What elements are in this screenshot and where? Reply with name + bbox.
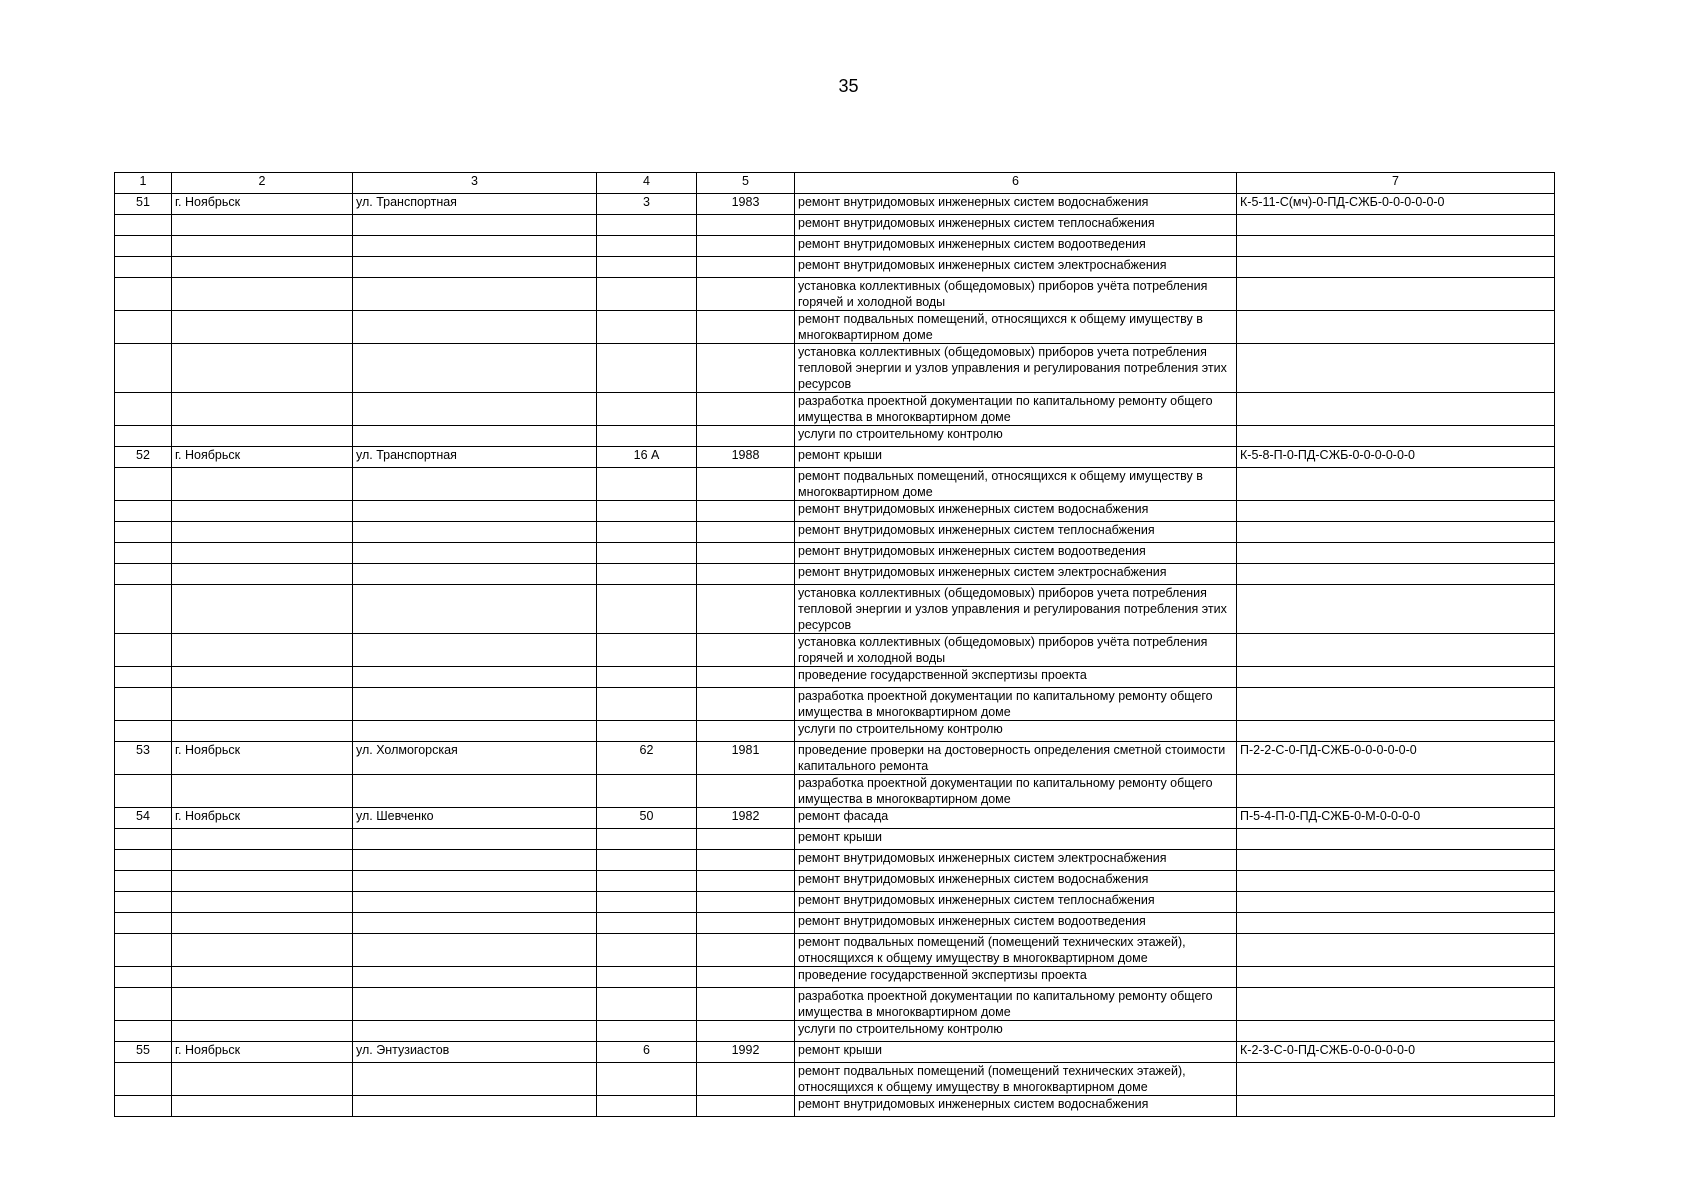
table-row: [115, 850, 1555, 871]
street-cell: [353, 967, 597, 988]
house-number-cell: [597, 634, 697, 667]
city-cell: г. Ноябрьск: [172, 742, 353, 775]
street-cell: ул. Транспортная: [353, 447, 597, 468]
house-number-cell: [597, 585, 697, 634]
row-number: [115, 967, 172, 988]
row-number: [115, 564, 172, 585]
row-number: [115, 257, 172, 278]
table-row: [115, 775, 1555, 808]
work-type-cell: ремонт внутридомовых инженерных систем водоснабжения: [795, 501, 1237, 522]
city-cell: [172, 426, 353, 447]
city-cell: [172, 344, 353, 393]
col-header-1: 1: [115, 173, 172, 194]
work-type-cell: ремонт подвальных помещений, относящихся к общему имуществу в многоквартирном доме: [795, 468, 1237, 501]
work-type-cell: ремонт внутридомовых инженерных систем электроснабжения: [795, 564, 1237, 585]
build-year-cell: [697, 543, 795, 564]
work-type-cell: услуги по строительному контролю: [795, 721, 1237, 742]
city-cell: [172, 1096, 353, 1117]
col-header-6: 6: [795, 173, 1237, 194]
build-year-cell: [697, 564, 795, 585]
building-code-cell: [1237, 1096, 1555, 1117]
city-cell: [172, 278, 353, 311]
street-cell: [353, 393, 597, 426]
table-row: [115, 871, 1555, 892]
city-cell: [172, 468, 353, 501]
house-number-cell: [597, 393, 697, 426]
build-year-cell: [697, 468, 795, 501]
work-type-cell: ремонт внутридомовых инженерных систем теплоснабжения: [795, 522, 1237, 543]
street-cell: [353, 688, 597, 721]
street-cell: [353, 426, 597, 447]
row-number: 54: [115, 808, 172, 829]
street-cell: [353, 1096, 597, 1117]
table-row: [115, 236, 1555, 257]
house-number-cell: [597, 913, 697, 934]
col-header-3: 3: [353, 173, 597, 194]
table-row: [115, 808, 1555, 829]
city-cell: [172, 967, 353, 988]
build-year-cell: 1983: [697, 194, 795, 215]
work-type-cell: ремонт подвальных помещений, относящихся к общему имуществу в многоквартирном доме: [795, 311, 1237, 344]
row-number: [115, 892, 172, 913]
building-code-cell: К-5-11-С(мч)-0-ПД-СЖБ-0-0-0-0-0-0: [1237, 194, 1555, 215]
work-type-cell: ремонт крыши: [795, 447, 1237, 468]
row-number: [115, 344, 172, 393]
row-number: [115, 721, 172, 742]
build-year-cell: [697, 688, 795, 721]
col-header-5: 5: [697, 173, 795, 194]
building-code-cell: [1237, 1063, 1555, 1096]
street-cell: [353, 913, 597, 934]
row-number: 53: [115, 742, 172, 775]
street-cell: [353, 236, 597, 257]
street-cell: [353, 501, 597, 522]
city-cell: [172, 522, 353, 543]
building-code-cell: П-5-4-П-0-ПД-СЖБ-0-М-0-0-0-0: [1237, 808, 1555, 829]
house-number-cell: [597, 850, 697, 871]
street-cell: [353, 1063, 597, 1096]
build-year-cell: 1981: [697, 742, 795, 775]
work-type-cell: услуги по строительному контролю: [795, 426, 1237, 447]
build-year-cell: [697, 278, 795, 311]
col-header-4: 4: [597, 173, 697, 194]
row-number: [115, 934, 172, 967]
street-cell: [353, 667, 597, 688]
table-row: [115, 393, 1555, 426]
building-code-cell: [1237, 967, 1555, 988]
table-row: [115, 447, 1555, 468]
street-cell: [353, 344, 597, 393]
building-code-cell: [1237, 850, 1555, 871]
house-number-cell: 3: [597, 194, 697, 215]
table-row: [115, 543, 1555, 564]
city-cell: [172, 501, 353, 522]
work-type-cell: ремонт подвальных помещений (помещений технических этажей), относящихся к общему имуществу в многоквартирном доме: [795, 1063, 1237, 1096]
row-number: [115, 278, 172, 311]
build-year-cell: [697, 1096, 795, 1117]
build-year-cell: 1992: [697, 1042, 795, 1063]
table-row: [115, 892, 1555, 913]
work-type-cell: ремонт внутридомовых инженерных систем теплоснабжения: [795, 892, 1237, 913]
city-cell: [172, 667, 353, 688]
street-cell: [353, 215, 597, 236]
row-number: 51: [115, 194, 172, 215]
work-type-cell: разработка проектной документации по капитальному ремонту общего имущества в многоквартирном доме: [795, 988, 1237, 1021]
building-code-cell: [1237, 871, 1555, 892]
building-code-cell: [1237, 634, 1555, 667]
build-year-cell: [697, 829, 795, 850]
building-code-cell: [1237, 501, 1555, 522]
house-number-cell: [597, 775, 697, 808]
header-row: [115, 173, 1555, 194]
row-number: [115, 667, 172, 688]
build-year-cell: [697, 721, 795, 742]
house-number-cell: [597, 236, 697, 257]
table-row: [115, 1021, 1555, 1042]
house-number-cell: [597, 988, 697, 1021]
street-cell: [353, 850, 597, 871]
city-cell: [172, 564, 353, 585]
work-type-cell: ремонт крыши: [795, 829, 1237, 850]
work-type-cell: проведение государственной экспертизы проекта: [795, 967, 1237, 988]
building-code-cell: К-2-3-С-0-ПД-СЖБ-0-0-0-0-0-0: [1237, 1042, 1555, 1063]
house-number-cell: [597, 257, 697, 278]
work-type-cell: установка коллективных (общедомовых) приборов учета потребления тепловой энергии и узлов управления и регулирования потребления этих ресурсов: [795, 585, 1237, 634]
build-year-cell: [697, 311, 795, 344]
work-type-cell: ремонт внутридомовых инженерных систем водоотведения: [795, 543, 1237, 564]
city-cell: [172, 988, 353, 1021]
building-code-cell: [1237, 934, 1555, 967]
house-number-cell: [597, 501, 697, 522]
city-cell: [172, 892, 353, 913]
table-row: [115, 257, 1555, 278]
page-number: 35: [838, 76, 859, 96]
row-number: [115, 871, 172, 892]
city-cell: [172, 1063, 353, 1096]
table-row: [115, 634, 1555, 667]
table-row: [115, 1042, 1555, 1063]
street-cell: ул. Шевченко: [353, 808, 597, 829]
table-row: [115, 988, 1555, 1021]
house-number-cell: 16 А: [597, 447, 697, 468]
table-row: [115, 585, 1555, 634]
row-number: [115, 634, 172, 667]
city-cell: г. Ноябрьск: [172, 447, 353, 468]
city-cell: [172, 215, 353, 236]
build-year-cell: [697, 871, 795, 892]
row-number: [115, 543, 172, 564]
street-cell: [353, 634, 597, 667]
building-code-cell: [1237, 721, 1555, 742]
building-code-cell: [1237, 988, 1555, 1021]
work-type-cell: ремонт внутридомовых инженерных систем теплоснабжения: [795, 215, 1237, 236]
street-cell: [353, 522, 597, 543]
city-cell: [172, 311, 353, 344]
table-row: [115, 215, 1555, 236]
table-row: [115, 311, 1555, 344]
row-number: [115, 850, 172, 871]
building-code-cell: [1237, 278, 1555, 311]
house-number-cell: [597, 721, 697, 742]
work-type-cell: разработка проектной документации по капитальному ремонту общего имущества в многоквартирном доме: [795, 393, 1237, 426]
house-number-cell: [597, 468, 697, 501]
house-number-cell: [597, 215, 697, 236]
building-code-cell: [1237, 585, 1555, 634]
city-cell: [172, 775, 353, 808]
build-year-cell: [697, 634, 795, 667]
city-cell: [172, 1021, 353, 1042]
house-number-cell: [597, 344, 697, 393]
street-cell: [353, 257, 597, 278]
house-number-cell: [597, 543, 697, 564]
city-cell: [172, 721, 353, 742]
table-row: [115, 1063, 1555, 1096]
street-cell: [353, 934, 597, 967]
build-year-cell: [697, 934, 795, 967]
street-cell: ул. Транспортная: [353, 194, 597, 215]
street-cell: [353, 278, 597, 311]
building-code-cell: [1237, 393, 1555, 426]
row-number: [115, 311, 172, 344]
row-number: [115, 829, 172, 850]
table-row: [115, 426, 1555, 447]
house-number-cell: [597, 892, 697, 913]
city-cell: г. Ноябрьск: [172, 808, 353, 829]
building-code-cell: [1237, 913, 1555, 934]
repair-program-table: [114, 172, 1555, 1117]
table-row: [115, 278, 1555, 311]
work-type-cell: разработка проектной документации по капитальному ремонту общего имущества в многоквартирном доме: [795, 775, 1237, 808]
build-year-cell: [697, 988, 795, 1021]
city-cell: [172, 236, 353, 257]
building-code-cell: [1237, 829, 1555, 850]
table-row: [115, 667, 1555, 688]
city-cell: [172, 934, 353, 967]
row-number: [115, 236, 172, 257]
work-type-cell: ремонт внутридомовых инженерных систем водоотведения: [795, 236, 1237, 257]
city-cell: [172, 634, 353, 667]
house-number-cell: [597, 311, 697, 344]
table-row: [115, 721, 1555, 742]
building-code-cell: [1237, 344, 1555, 393]
col-header-7: 7: [1237, 173, 1555, 194]
work-type-cell: установка коллективных (общедомовых) приборов учёта потребления горячей и холодной воды: [795, 278, 1237, 311]
work-type-cell: ремонт внутридомовых инженерных систем электроснабжения: [795, 850, 1237, 871]
building-code-cell: [1237, 522, 1555, 543]
city-cell: [172, 913, 353, 934]
building-code-cell: [1237, 426, 1555, 447]
house-number-cell: [597, 934, 697, 967]
street-cell: ул. Энтузиастов: [353, 1042, 597, 1063]
build-year-cell: [697, 257, 795, 278]
house-number-cell: [597, 564, 697, 585]
work-type-cell: установка коллективных (общедомовых) приборов учета потребления тепловой энергии и узлов управления и регулирования потребления этих ресурсов: [795, 344, 1237, 393]
street-cell: [353, 543, 597, 564]
row-number: 52: [115, 447, 172, 468]
building-code-cell: [1237, 564, 1555, 585]
table-row: [115, 913, 1555, 934]
building-code-cell: [1237, 775, 1555, 808]
row-number: [115, 501, 172, 522]
row-number: [115, 913, 172, 934]
house-number-cell: [597, 1021, 697, 1042]
table-row: [115, 934, 1555, 967]
build-year-cell: [697, 967, 795, 988]
table-row: [115, 501, 1555, 522]
house-number-cell: [597, 667, 697, 688]
city-cell: [172, 257, 353, 278]
city-cell: [172, 393, 353, 426]
build-year-cell: [697, 501, 795, 522]
work-type-cell: услуги по строительному контролю: [795, 1021, 1237, 1042]
work-type-cell: ремонт подвальных помещений (помещений технических этажей), относящихся к общему имуществу в многоквартирном доме: [795, 934, 1237, 967]
house-number-cell: [597, 1096, 697, 1117]
work-type-cell: ремонт внутридомовых инженерных систем водоснабжения: [795, 1096, 1237, 1117]
street-cell: [353, 721, 597, 742]
city-cell: [172, 871, 353, 892]
house-number-cell: [597, 967, 697, 988]
row-number: 55: [115, 1042, 172, 1063]
table-row: [115, 742, 1555, 775]
build-year-cell: [697, 1021, 795, 1042]
row-number: [115, 393, 172, 426]
build-year-cell: [697, 344, 795, 393]
row-number: [115, 988, 172, 1021]
building-code-cell: [1237, 688, 1555, 721]
row-number: [115, 1021, 172, 1042]
building-code-cell: [1237, 311, 1555, 344]
build-year-cell: [697, 850, 795, 871]
row-number: [115, 468, 172, 501]
build-year-cell: [697, 1063, 795, 1096]
house-number-cell: [597, 1063, 697, 1096]
city-cell: [172, 850, 353, 871]
street-cell: [353, 892, 597, 913]
row-number: [115, 426, 172, 447]
row-number: [115, 215, 172, 236]
work-type-cell: разработка проектной документации по капитальному ремонту общего имущества в многоквартирном доме: [795, 688, 1237, 721]
build-year-cell: 1988: [697, 447, 795, 468]
work-type-cell: ремонт внутридомовых инженерных систем водоотведения: [795, 913, 1237, 934]
street-cell: [353, 871, 597, 892]
building-code-cell: [1237, 236, 1555, 257]
building-code-cell: П-2-2-С-0-ПД-СЖБ-0-0-0-0-0-0: [1237, 742, 1555, 775]
city-cell: г. Ноябрьск: [172, 1042, 353, 1063]
row-number: [115, 1096, 172, 1117]
build-year-cell: [697, 892, 795, 913]
building-code-cell: [1237, 1021, 1555, 1042]
build-year-cell: [697, 667, 795, 688]
house-number-cell: [597, 829, 697, 850]
house-number-cell: 6: [597, 1042, 697, 1063]
work-type-cell: установка коллективных (общедомовых) приборов учёта потребления горячей и холодной воды: [795, 634, 1237, 667]
house-number-cell: [597, 688, 697, 721]
build-year-cell: 1982: [697, 808, 795, 829]
house-number-cell: 62: [597, 742, 697, 775]
row-number: [115, 1063, 172, 1096]
building-code-cell: [1237, 215, 1555, 236]
house-number-cell: [597, 426, 697, 447]
street-cell: [353, 468, 597, 501]
city-cell: г. Ноябрьск: [172, 194, 353, 215]
row-number: [115, 688, 172, 721]
work-type-cell: ремонт внутридомовых инженерных систем водоснабжения: [795, 194, 1237, 215]
row-number: [115, 522, 172, 543]
work-type-cell: ремонт внутридомовых инженерных систем электроснабжения: [795, 257, 1237, 278]
build-year-cell: [697, 426, 795, 447]
street-cell: [353, 585, 597, 634]
table-row: [115, 522, 1555, 543]
table-row: [115, 688, 1555, 721]
work-type-cell: проведение проверки на достоверность определения сметной стоимости капитального ремонта: [795, 742, 1237, 775]
table-row: [115, 344, 1555, 393]
street-cell: [353, 311, 597, 344]
table-row: [115, 1096, 1555, 1117]
build-year-cell: [697, 585, 795, 634]
row-number: [115, 775, 172, 808]
table-row: [115, 967, 1555, 988]
build-year-cell: [697, 775, 795, 808]
city-cell: [172, 688, 353, 721]
build-year-cell: [697, 913, 795, 934]
house-number-cell: 50: [597, 808, 697, 829]
city-cell: [172, 829, 353, 850]
street-cell: [353, 564, 597, 585]
col-header-2: 2: [172, 173, 353, 194]
building-code-cell: [1237, 892, 1555, 913]
house-number-cell: [597, 871, 697, 892]
building-code-cell: [1237, 257, 1555, 278]
street-cell: [353, 775, 597, 808]
work-type-cell: ремонт крыши: [795, 1042, 1237, 1063]
city-cell: [172, 543, 353, 564]
build-year-cell: [697, 236, 795, 257]
table-row: [115, 829, 1555, 850]
building-code-cell: [1237, 468, 1555, 501]
table-row: [115, 194, 1555, 215]
work-type-cell: ремонт внутридомовых инженерных систем водоснабжения: [795, 871, 1237, 892]
table-row: [115, 468, 1555, 501]
city-cell: [172, 585, 353, 634]
house-number-cell: [597, 522, 697, 543]
house-number-cell: [597, 278, 697, 311]
work-type-cell: ремонт фасада: [795, 808, 1237, 829]
build-year-cell: [697, 215, 795, 236]
street-cell: [353, 829, 597, 850]
street-cell: ул. Холмогорская: [353, 742, 597, 775]
work-type-cell: проведение государственной экспертизы проекта: [795, 667, 1237, 688]
table-row: [115, 564, 1555, 585]
build-year-cell: [697, 522, 795, 543]
street-cell: [353, 1021, 597, 1042]
building-code-cell: [1237, 667, 1555, 688]
building-code-cell: [1237, 543, 1555, 564]
row-number: [115, 585, 172, 634]
street-cell: [353, 988, 597, 1021]
build-year-cell: [697, 393, 795, 426]
building-code-cell: К-5-8-П-0-ПД-СЖБ-0-0-0-0-0-0: [1237, 447, 1555, 468]
